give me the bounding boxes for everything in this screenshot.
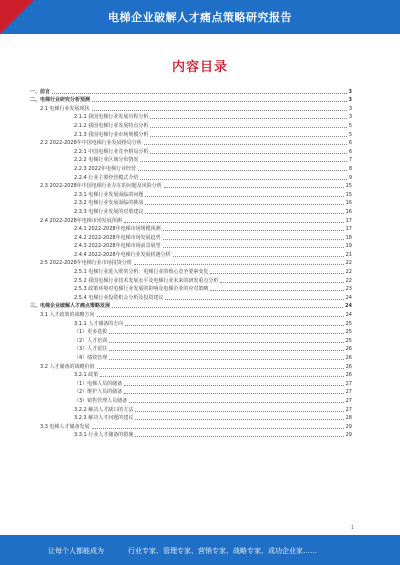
toc-leader-dots <box>165 299 343 300</box>
toc-entry[interactable] <box>30 266 352 275</box>
toc-entry-page: 3 <box>348 114 352 121</box>
toc-entry-title: 3.1 人才政策的战略方向 <box>40 312 95 319</box>
toc-leader-dots <box>210 290 343 291</box>
toc-entry[interactable] <box>30 361 352 370</box>
toc-leader-dots <box>124 222 344 223</box>
toc-leader-dots <box>163 239 344 240</box>
toc-leader-dots <box>135 411 343 412</box>
toc-entry[interactable] <box>30 241 352 250</box>
toc-entry[interactable] <box>30 421 352 430</box>
toc-entry-page: 16 <box>345 208 352 215</box>
toc-entry-title: 一、前言 <box>30 88 51 95</box>
footer-slogan-right: 行业专家、管理专家、营销专家、战略专家、成功企业家…… <box>128 547 317 555</box>
toc-leader-dots <box>109 333 343 334</box>
report-title: 电梯企业破解人才痛点策略研究报告 <box>108 11 292 24</box>
toc-leader-dots <box>144 144 347 145</box>
toc-entry[interactable] <box>30 395 352 404</box>
toc-entry-title: 2.2.2 电梯行业区域分布情况 <box>74 157 139 164</box>
toc-entry-title: 2.2 2022-2028年中国电梯行业发展格局分析 <box>40 140 142 147</box>
toc-entry[interactable] <box>30 146 352 155</box>
toc-entry[interactable] <box>30 344 352 353</box>
toc-entry-title: 3.2 人才储备的战略价值 <box>40 363 95 370</box>
toc-entry-page: 29 <box>345 423 352 430</box>
toc-entry-title: 2.4.4 2022-2028年电梯行业发展机遇分析 <box>74 251 171 258</box>
toc-entry-title: 2.2.1 中国电梯行业竞争格局分析 <box>74 148 149 155</box>
toc-entry-page: 3 <box>348 88 352 95</box>
toc-entry-title: 2.1.2 我国电梯行业发展特点分析 <box>74 122 149 129</box>
toc-entry-title: 2.4.2 2022-2028年电梯市场发展趋势 <box>74 234 161 241</box>
toc-entry[interactable] <box>30 275 352 284</box>
toc-leader-dots <box>145 196 343 197</box>
toc-leader-dots <box>124 393 343 394</box>
toc-entry[interactable] <box>30 224 352 233</box>
toc-leader-dots <box>109 359 343 360</box>
toc-entry[interactable] <box>30 378 352 387</box>
toc-leader-dots <box>140 179 346 180</box>
toc-entry-title: （1）电梯人员的储备 <box>74 380 123 387</box>
report-header <box>0 0 400 34</box>
toc-entry[interactable] <box>30 163 352 172</box>
toc-entry-page: 17 <box>345 226 352 233</box>
toc-entry-page: 29 <box>345 432 352 439</box>
toc-leader-dots <box>112 307 343 308</box>
toc-entry-title: （1）更多选拔 <box>74 329 108 336</box>
toc-leader-dots <box>150 136 346 137</box>
toc-leader-dots <box>163 230 344 231</box>
toc-entry-page: 25 <box>345 320 352 327</box>
toc-entry-title: 2.2.4 行业主要经营模式介绍 <box>74 174 139 181</box>
toc-leader-dots <box>109 350 343 351</box>
toc-entry-page: 27 <box>345 389 352 396</box>
toc-entry[interactable] <box>30 120 352 129</box>
toc-leader-dots <box>145 213 343 214</box>
toc-entry-title: 二、电梯行业研究分析预测 <box>30 97 91 104</box>
toc-entry-page: 27 <box>345 397 352 404</box>
toc-leader-dots <box>138 170 347 171</box>
toc-leader-dots <box>92 428 344 429</box>
toc-entry[interactable] <box>30 138 352 147</box>
toc-entry[interactable] <box>30 292 352 301</box>
toc-entry[interactable] <box>30 112 352 121</box>
toc-entry-title: 2.5.3 政策环境对电梯行业发展的影响及电梯企业的应对策略 <box>74 286 209 293</box>
toc-leader-dots <box>150 153 346 154</box>
toc-entry-page: 26 <box>345 355 352 361</box>
toc-entry-page: 28 <box>345 415 352 422</box>
toc-entry-title: 2.3.2 电梯行业发展面临的挑战 <box>74 200 144 207</box>
toc-leader-dots <box>92 110 347 111</box>
toc-entry[interactable] <box>30 181 352 190</box>
toc-entry-page: 24 <box>345 312 352 319</box>
toc-entry[interactable] <box>30 103 352 112</box>
toc-entry-page: 26 <box>345 363 352 370</box>
toc-entry-title: 2.3.1 电梯行业发展面临的问题 <box>74 191 144 198</box>
toc-entry-page: 15 <box>345 183 352 190</box>
toc-leader-dots <box>125 325 343 326</box>
toc-leader-dots <box>97 316 344 317</box>
toc-entry-title: （2）人才培训 <box>74 337 108 344</box>
toc-entry-page: 25 <box>345 329 352 336</box>
toc-entry-page: 3 <box>348 105 352 112</box>
toc-entry-title: （2）维护人员的储备 <box>74 389 123 396</box>
toc-leader-dots <box>135 419 343 420</box>
toc-entry[interactable] <box>30 335 352 344</box>
toc-entry-title: 3.1.1 人才储备的方向 <box>74 320 124 327</box>
toc-entry-title: 2.4.3 2022-2028年电梯市场前景展望 <box>74 243 161 250</box>
toc-entry[interactable] <box>30 301 352 310</box>
toc-entry-page: 21 <box>345 251 352 258</box>
toc-leader-dots <box>145 204 343 205</box>
toc-entry[interactable] <box>30 352 352 361</box>
toc-entry[interactable] <box>30 404 352 413</box>
toc-leader-dots <box>124 385 343 386</box>
toc-entry[interactable] <box>30 232 352 241</box>
toc-leader-dots <box>134 264 344 265</box>
toc-entry[interactable] <box>30 249 352 258</box>
toc-leader-dots <box>97 368 344 369</box>
toc-entry-title: （4）绩效管理 <box>74 355 108 361</box>
toc-entry-title: 2.3 2022-2028年中国电梯行业存在的问题及风险分析 <box>40 183 162 190</box>
toc-entry-title: 2.5.4 电梯行业投资机会分析及投资建议 <box>74 294 164 301</box>
toc-entry[interactable] <box>30 309 352 318</box>
toc-entry-title: 3.2.1 政策 <box>74 372 99 379</box>
toc-entry-page: 7 <box>348 157 352 164</box>
toc-entry-title: 2.4.1 2022-2028年电梯市场规模预测 <box>74 226 161 233</box>
toc-entry-title: 2.2.3 2022年电梯行业经营 <box>74 165 137 172</box>
toc-entry-title: 3.3.1 行业人才储备的措施 <box>74 432 134 439</box>
toc-entry-page: 22 <box>345 277 352 284</box>
toc-leader-dots <box>129 402 343 403</box>
toc-entry-page: 23 <box>345 286 352 293</box>
toc-entry-title: 2.1 电梯行业发展现状 <box>40 105 90 112</box>
toc-leader-dots <box>92 101 347 102</box>
toc-entry-page: 3 <box>348 97 352 104</box>
toc-entry-title: 2.4 2022-2028年电梯市场发展预测 <box>40 217 122 224</box>
toc-leader-dots <box>163 247 344 248</box>
toc-entry-title: （3）销售管理人员储备 <box>74 397 128 404</box>
toc-entry-title: 2.5.1 电梯行业进入壁垒分析：电梯行业的核心竞争要素变化 <box>74 269 209 276</box>
table-of-contents <box>30 86 352 438</box>
toc-entry-page: 16 <box>345 200 352 207</box>
toc-entry-title: 2.5.2 我国电梯行业技术发展水平及电梯行业未来的研发重点分析 <box>74 277 219 284</box>
toc-entry-page: 6 <box>348 148 352 155</box>
toc-entry[interactable] <box>30 387 352 396</box>
toc-entry[interactable] <box>30 172 352 181</box>
toc-entry-page: 22 <box>345 260 352 267</box>
toc-entry[interactable] <box>30 86 352 95</box>
toc-leader-dots <box>109 342 343 343</box>
toc-entry-page: 26 <box>345 346 352 353</box>
toc-entry-page: 22 <box>345 269 352 276</box>
toc-entry[interactable] <box>30 318 352 327</box>
toc-entry-title: 三、电梯企业破解人才痛点策略发展 <box>30 303 111 310</box>
toc-entry-page: 18 <box>345 234 352 241</box>
toc-leader-dots <box>220 282 343 283</box>
toc-entry-title: （3）人才留住 <box>74 346 108 353</box>
toc-entry-title: 3.2.2 解决人才缺口的方法 <box>74 406 134 413</box>
toc-entry[interactable] <box>30 95 352 104</box>
toc-entry-page: 15 <box>345 191 352 198</box>
toc-entry-page: 9 <box>348 174 352 181</box>
toc-leader-dots <box>52 93 347 94</box>
toc-entry-title: 3.2.3 解决人才问题的建议 <box>74 415 134 422</box>
toc-entry-page: 27 <box>345 406 352 413</box>
toc-leader-dots <box>150 118 346 119</box>
toc-entry-page: 5 <box>348 122 352 129</box>
toc-entry-page: 27 <box>345 380 352 387</box>
toc-leader-dots <box>100 376 343 377</box>
toc-leader-dots <box>140 161 346 162</box>
toc-leader-dots <box>173 256 344 257</box>
toc-entry-page: 25 <box>345 337 352 344</box>
toc-entry[interactable] <box>30 155 352 164</box>
toc-entry-title: 3.3 电梯人才储备发展 <box>40 423 90 430</box>
toc-leader-dots <box>135 436 343 437</box>
toc-entry[interactable] <box>30 206 352 215</box>
toc-entry[interactable] <box>30 258 352 267</box>
toc-entry-page: 8 <box>348 165 352 172</box>
page-number: 1 <box>350 525 354 531</box>
toc-entry[interactable] <box>30 129 352 138</box>
toc-entry[interactable] <box>30 430 352 439</box>
toc-entry-title: 2.3.3 电梯行业发展的对策建议 <box>74 208 144 215</box>
toc-entry[interactable] <box>30 284 352 293</box>
toc-entry-page: 19 <box>345 243 352 250</box>
toc-entry[interactable] <box>30 370 352 379</box>
toc-entry[interactable] <box>30 413 352 422</box>
toc-entry-page: 24 <box>345 303 352 310</box>
toc-entry-page: 26 <box>345 372 352 379</box>
toc-entry[interactable] <box>30 189 352 198</box>
toc-entry-title: 2.1.1 我国电梯行业发展历程分析 <box>74 114 149 121</box>
toc-entry-page: 5 <box>348 131 352 138</box>
toc-entry-title: 2.1.3 我国电梯行业市场规模分析 <box>74 131 149 138</box>
footer-slogan-left: 让每个人都能成为 <box>48 547 104 555</box>
report-footer <box>0 535 400 565</box>
toc-leader-dots <box>210 273 343 274</box>
toc-title: 内容目录 <box>171 60 228 75</box>
toc-entry-page: 24 <box>345 294 352 301</box>
toc-entry-page: 6 <box>348 140 352 147</box>
toc-leader-dots <box>164 187 344 188</box>
toc-entry[interactable] <box>30 198 352 207</box>
toc-leader-dots <box>150 127 346 128</box>
toc-entry-page: 17 <box>345 217 352 224</box>
toc-entry-title: 2.5 2022-2028年电梯行业市场投资分析 <box>40 260 132 267</box>
toc-entry[interactable] <box>30 327 352 336</box>
toc-entry[interactable] <box>30 215 352 224</box>
